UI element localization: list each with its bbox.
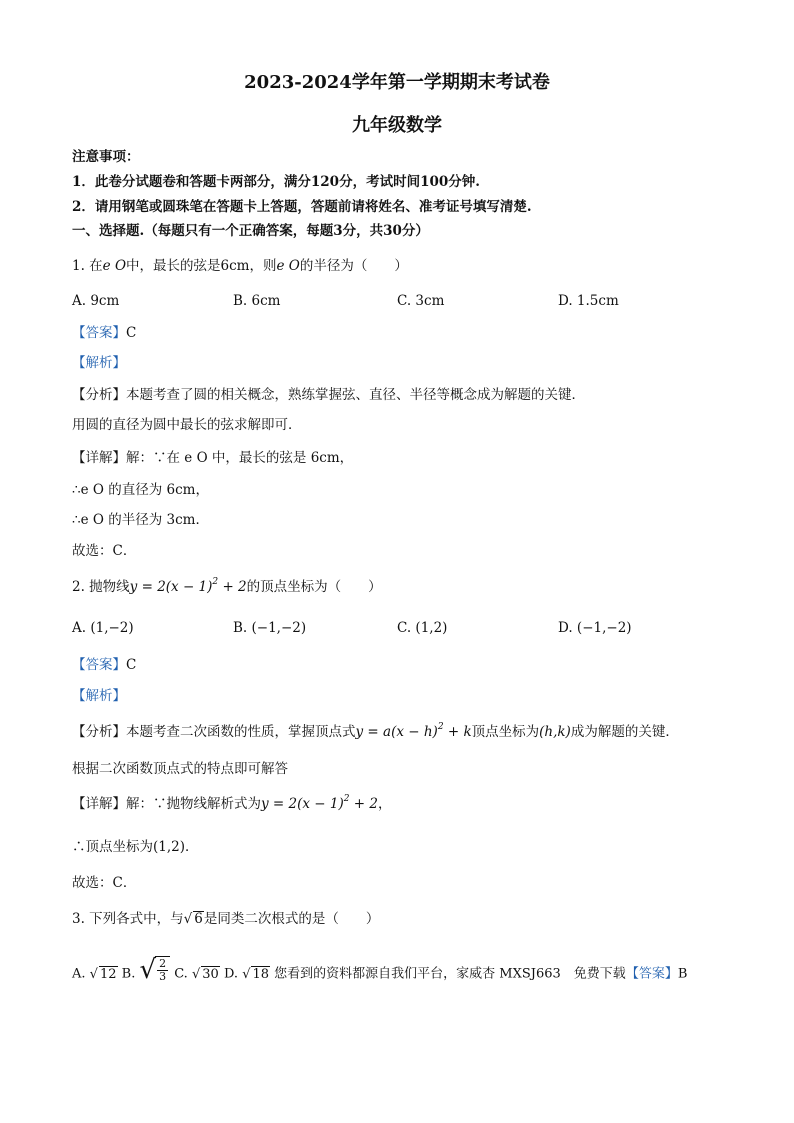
- q2-fenxi: 【分析】本题考查二次函数的性质，掌握顶点式$y = a(x - h)^2 + k$顶点坐标为(h,k)成为解题的关键．: [72, 722, 679, 740]
- q1-option-d: D. 1.5cm: [558, 293, 619, 309]
- q2-detail-1: 【详解】解：∵抛物线解析式为$y = 2(x - 1)^2 + 2$，: [72, 794, 392, 812]
- q1-answer: 【答案】C: [72, 325, 137, 341]
- parabola-formula: $y = 2(x - 1)^2 + 2$: [129, 577, 247, 595]
- q1-detail-1: 【详解】解：∵在 e O 中，最长的弦是 6cm，: [72, 450, 354, 466]
- q2-option-b: B. (−1,−2): [233, 620, 307, 636]
- exam-title: 2023-2024学年第一学期期末考试卷: [244, 72, 550, 93]
- vertex-coordinate: (h,k): [539, 724, 571, 740]
- q1-fenxi: 【分析】本题考查了圆的相关概念，熟练掌握弦、直径、半径等概念成为解题的关键．: [72, 387, 585, 403]
- q2-fenxi-2: 根据二次函数顶点式的特点即可解答: [72, 761, 288, 777]
- q1-detail-3: ∴e O 的半径为 3cm．: [72, 512, 209, 528]
- q3-stem: 3. 下列各式中，与√ 6是同类二次根式的是（ ）: [72, 911, 380, 927]
- exam-subtitle: 九年级数学: [352, 115, 442, 136]
- q2-option-a: A. (1,−2): [72, 620, 134, 636]
- vertex-form-formula: $y = a(x - h)^2 + k$: [355, 722, 472, 740]
- q3-options-row: A. √ 12 B. √ $\frac{2}{3}$ C. √ 30 D. √ 18 您看到的资料都源自我们平台，家威杏 MXSJ663 免费下载【答案】B: [72, 954, 688, 985]
- q2-analysis-tag: 【解析】: [72, 688, 126, 704]
- parabola-formula: $y = 2(x - 1)^2 + 2$: [261, 794, 378, 812]
- circle-symbol: e O: [102, 258, 127, 274]
- notice-heading: 注意事项：: [72, 149, 140, 165]
- q3-answer: B: [677, 966, 688, 982]
- q2-option-d: D. (−1,−2): [558, 620, 632, 636]
- sqrt-30: √ 30: [191, 966, 219, 982]
- q2-option-c: C. (1,2): [397, 620, 448, 636]
- q1-choose: 故选：C．: [72, 543, 137, 559]
- sqrt-12: √ 12: [89, 966, 117, 982]
- q2-detail-2: ∴顶点坐标为(1,2)．: [72, 839, 199, 855]
- q2-stem: 2. 抛物线$y = 2(x - 1)^2 + 2$的顶点坐标为（ ）: [72, 577, 382, 595]
- promo-text: 您看到的资料都源自我们平台，家威杏 MXSJ663 免费下载: [274, 966, 626, 982]
- q1-detail-2: ∴e O 的直径为 6cm，: [72, 482, 209, 498]
- q1-option-a: A. 9cm: [72, 293, 120, 309]
- sqrt-2-over-3: √ $\frac{2}{3}$: [139, 956, 170, 983]
- section-heading: 一、选择题.（每题只有一个正确答案，每题3分，共30分）: [72, 223, 429, 239]
- q1-analysis-tag: 【解析】: [72, 355, 126, 371]
- q1-option-b: B. 6cm: [233, 293, 281, 309]
- q2-choose: 故选：C．: [72, 875, 137, 891]
- q2-answer: 【答案】C: [72, 657, 137, 673]
- circle-symbol: e O: [276, 258, 300, 274]
- notice-item-1: 1．此卷分试题卷和答题卡两部分，满分120分，考试时间100分钟.: [72, 174, 480, 190]
- q1-option-c: C. 3cm: [397, 293, 445, 309]
- q1-fenxi-2: 用圆的直径为圆中最长的弦求解即可．: [72, 417, 302, 433]
- sqrt-6: √ 6: [183, 911, 203, 927]
- q1-stem: 1. 在e O中，最长的弦是6cm，则e O的半径为（ ）: [72, 258, 408, 274]
- notice-item-2: 2．请用钢笔或圆珠笔在答题卡上答题，答题前请将姓名、准考证号填写清楚.: [72, 199, 532, 215]
- sqrt-18: √ 18: [242, 966, 270, 982]
